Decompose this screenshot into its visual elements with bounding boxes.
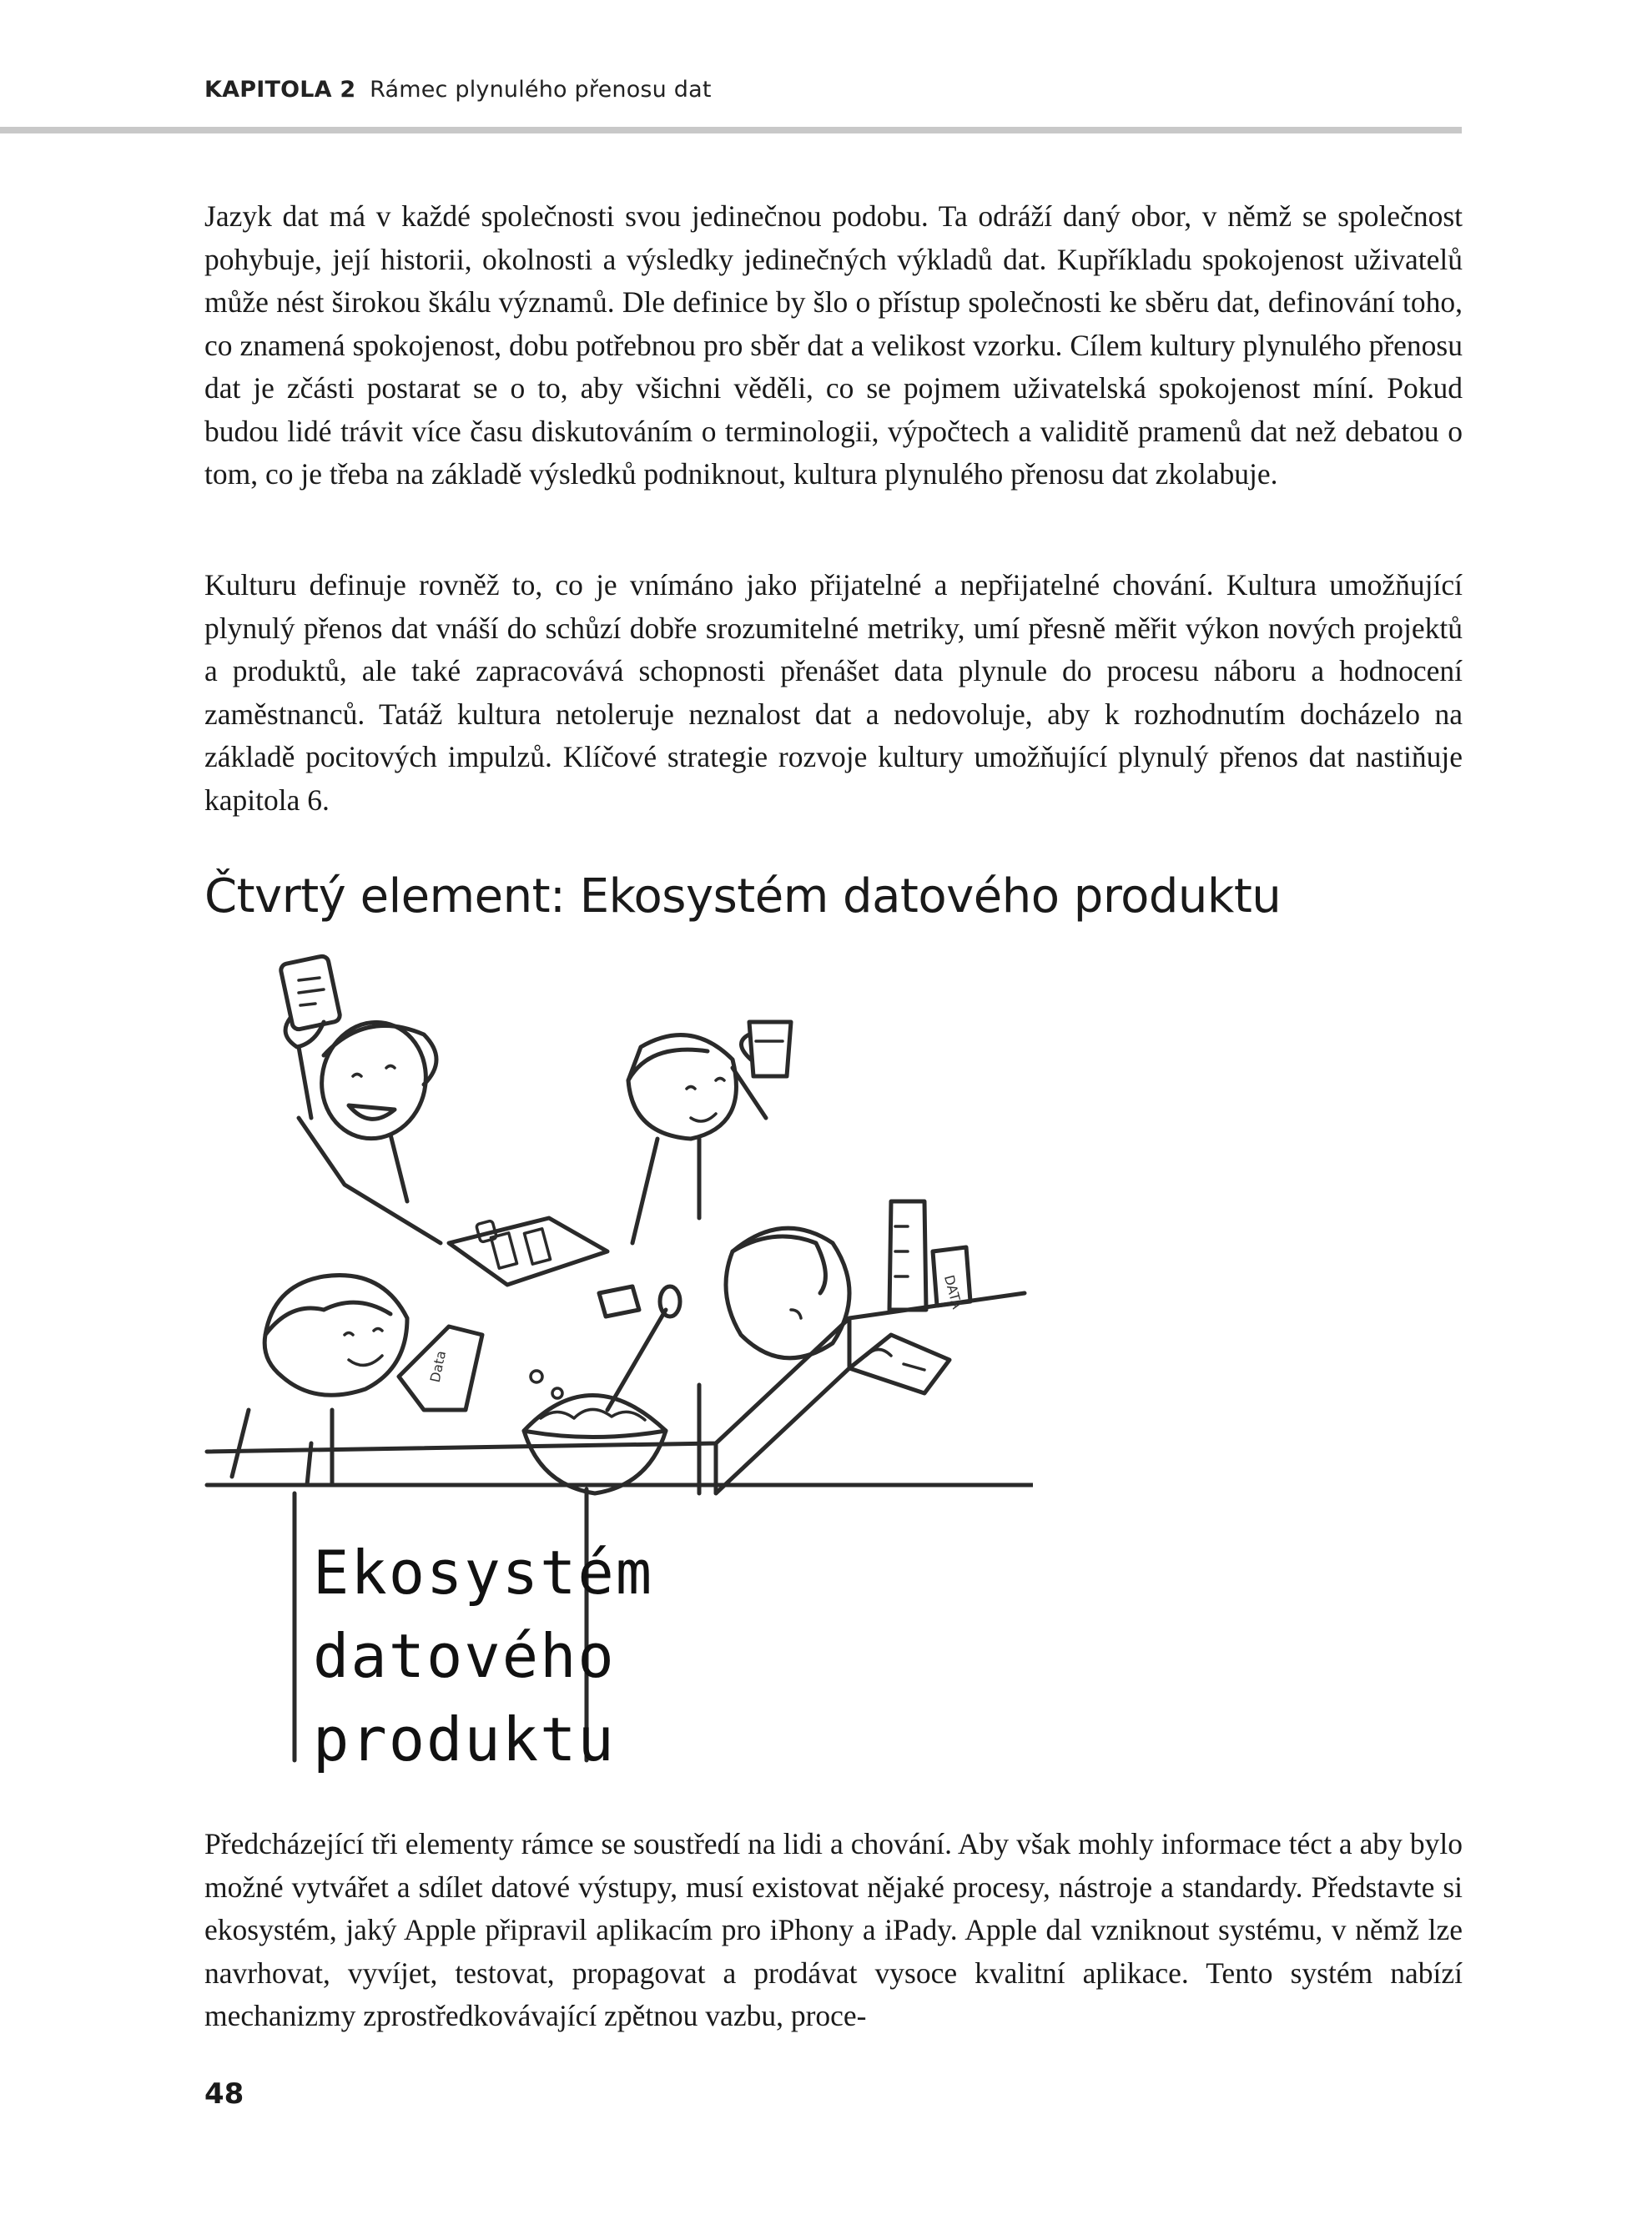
bag-label-left: Data (426, 1349, 450, 1384)
caption-line-1: Ekosystém (313, 1538, 654, 1608)
chapter-title: Rámec plynulého přenosu dat (370, 77, 712, 103)
illustration-data-product-ecosystem (199, 943, 1033, 1777)
body-paragraph-2: Kulturu definuje rovněž to, co je vnímáno jako přijatelné a nepřijatelné chování. Kultura umožňující plynulý přenos dat vnáší do schůzí dobře srozumitelné metriky, umí přesně měřit výkon nových projektů a produktů, ale také zapracovává schopnosti přenášet data plynule do procesu náboru a hodnocení zaměstnanců. Tatáž kultura netoleruje neznalost dat a nedovoluje, aby k rozhodnutím docházelo na základě pocitových impulzů. Klíčové strategie rozvoje kultury umožňující plynulý přenos dat nastiňuje kapitola 6. (204, 568, 1463, 817)
illustration-sketch (199, 943, 1033, 1777)
person-with-data-bag-drawing (264, 1276, 482, 1485)
illustration-caption (295, 1489, 653, 1774)
bowl-drawing (524, 1286, 680, 1493)
page-number: 48 (204, 2077, 244, 2111)
person-with-book-drawing (699, 1228, 949, 1493)
tablet-drawing (449, 1218, 607, 1285)
caption-line-2: datového (313, 1621, 616, 1691)
caption-line-3: produktu (313, 1704, 616, 1774)
person-with-phone-drawing (280, 955, 441, 1243)
body-paragraph-1: Jazyk dat má v každé společnosti svou jedinečnou podobu. Ta odráží daný obor, v němž se společnost pohybuje, její historii, okolnosti a výsledky jedinečných výkladů dat. Kupříkladu spokojenost uživatelů může nést širokou škálu významů. Dle definice by šlo o přístup společnosti ke sběru dat, definování toho, co znamená spokojenost, dobu potřebnou pro sběr dat a velikost vzorku. Cílem kultury plynulého přenosu dat je zčásti postarat se o to, aby všichni věděli, co se pojmem uživatelská spokojenost míní. Pokud budou lidé trávit více času diskutováním o terminologii, výpočtech a validitě pramenů dat než debatou o tom, co je třeba na základě výsledků podniknout, kultura plynulého přenosu dat zkolabuje. (204, 199, 1463, 491)
section-title: Čtvrtý element: Ekosystém datového produktu (204, 869, 1282, 924)
bag-label-right: DATA (940, 1273, 965, 1311)
body-paragraph-3: Předcházející tři elementy rámce se soustředí na lidi a chování. Aby však mohly informace téct a aby bylo možné vytvářet a sdílet datové výstupy, musí existovat nějaké procesy, nástroje a standardy. Představte si ekosystém, jaký Apple připravil aplikacím pro iPhony a iPady. Apple dal vzniknout systému, v němž lze navrhovat, vyvíjet, testovat, propagovat a prodávat vysoce kvalitní aplikace. Tento systém nabízí mechanizmy zprostředkovávající zpětnou vazbu, proce- (204, 1827, 1463, 2032)
running-head (204, 77, 712, 103)
jar-and-bag-drawing (889, 1201, 970, 1311)
chapter-label: KAPITOLA 2 (204, 77, 356, 103)
person-with-mug-drawing (628, 1022, 791, 1243)
header-rule (0, 127, 1462, 133)
